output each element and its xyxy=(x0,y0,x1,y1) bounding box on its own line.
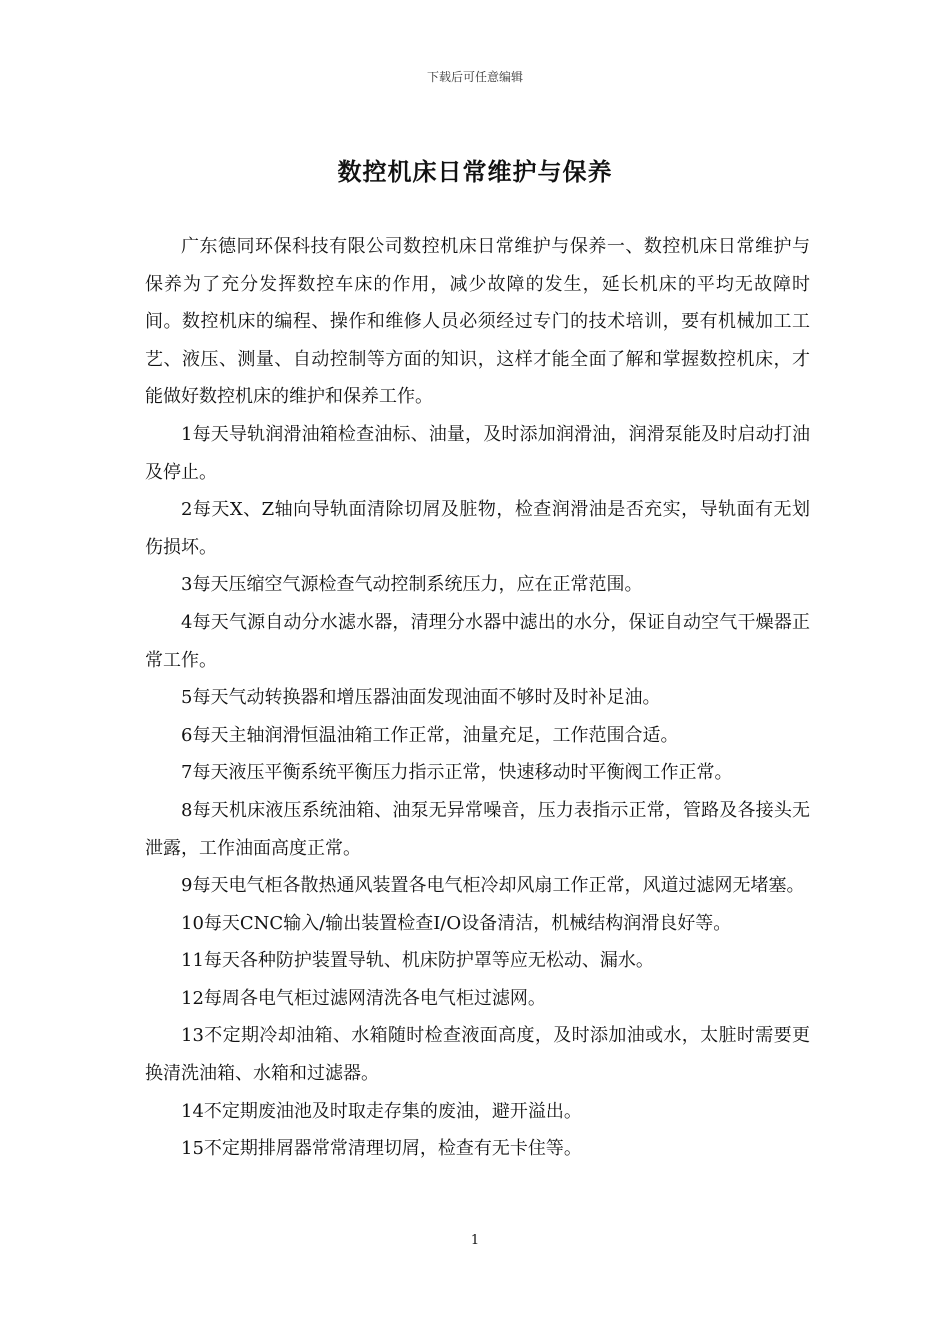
paragraph-item-7: 7每天液压平衡系统平衡压力指示正常，快速移动时平衡阀工作正常。 xyxy=(181,762,733,784)
paragraph-item-1: 1每天导轨润滑油箱检查油标、油量，及时添加润滑油，润滑泵能及时启动打油及停止。 xyxy=(145,423,810,483)
paragraph-item-10: 10每天CNC输入/输出装置检查I/O设备清洁，机械结构润滑良好等。 xyxy=(181,912,732,934)
document-title: 数控机床日常维护与保养 xyxy=(337,158,613,186)
paragraph-item-3: 3每天压缩空气源检查气动控制系统压力，应在正常范围。 xyxy=(181,574,643,596)
paragraph-item-6: 6每天主轴润滑恒温油箱工作正常，油量充足，工作范围合适。 xyxy=(181,724,679,746)
paragraph-item-4: 4每天气源自动分水滤水器，清理分水器中滤出的水分，保证自动空气干燥器正常工作。 xyxy=(145,611,810,671)
paragraph-item-14: 14不定期废油池及时取走存集的废油，避开溢出。 xyxy=(181,1100,582,1122)
page-number: 1 xyxy=(470,1233,480,1248)
paragraph-item-12: 12每周各电气柜过滤网清洗各电气柜过滤网。 xyxy=(181,987,546,1009)
paragraph-item-15: 15不定期排屑器常常清理切屑，检查有无卡住等。 xyxy=(181,1138,582,1160)
paragraph-item-2: 2每天X、Z轴向导轨面清除切屑及脏物，检查润滑油是否充实，导轨面有无划伤损坏。 xyxy=(145,499,810,558)
paragraph-item-8: 8每天机床液压系统油箱、油泵无异常噪音，压力表指示正常，管路及各接头无泄露，工作油面高度正常。 xyxy=(145,799,810,859)
paragraph-item-5: 5每天气动转换器和增压器油面发现油面不够时及时补足油。 xyxy=(181,687,661,709)
paragraph-item-13: 13不定期冷却油箱、水箱随时检查液面高度，及时添加油或水，太脏时需要更换清洗油箱、水箱和过滤器。 xyxy=(145,1025,810,1085)
document-body xyxy=(145,228,810,1168)
header-note: 下载后可任意编辑 xyxy=(426,70,523,84)
paragraph-item-9: 9每天电气柜各散热通风装置各电气柜冷却风扇工作正常，风道过滤网无堵塞。 xyxy=(181,875,805,897)
paragraph-item-11: 11每天各种防护装置导轨、机床防护罩等应无松动、漏水。 xyxy=(181,950,654,972)
paragraph-intro: 广东德同环保科技有限公司数控机床日常维护与保养一、数控机床日常维护与保养为了充分发挥数控车床的作用，减少故障的发生，延长机床的平均无故障时间。数控机床的编程、操作和维修人员必须经过专门的技术培训，要有机械加工工艺、液压、测量、自动控制等方面的知识，这样才能全面了解和掌握数控机床，才能做好数控机床的维护和保养工作。 xyxy=(145,236,810,408)
